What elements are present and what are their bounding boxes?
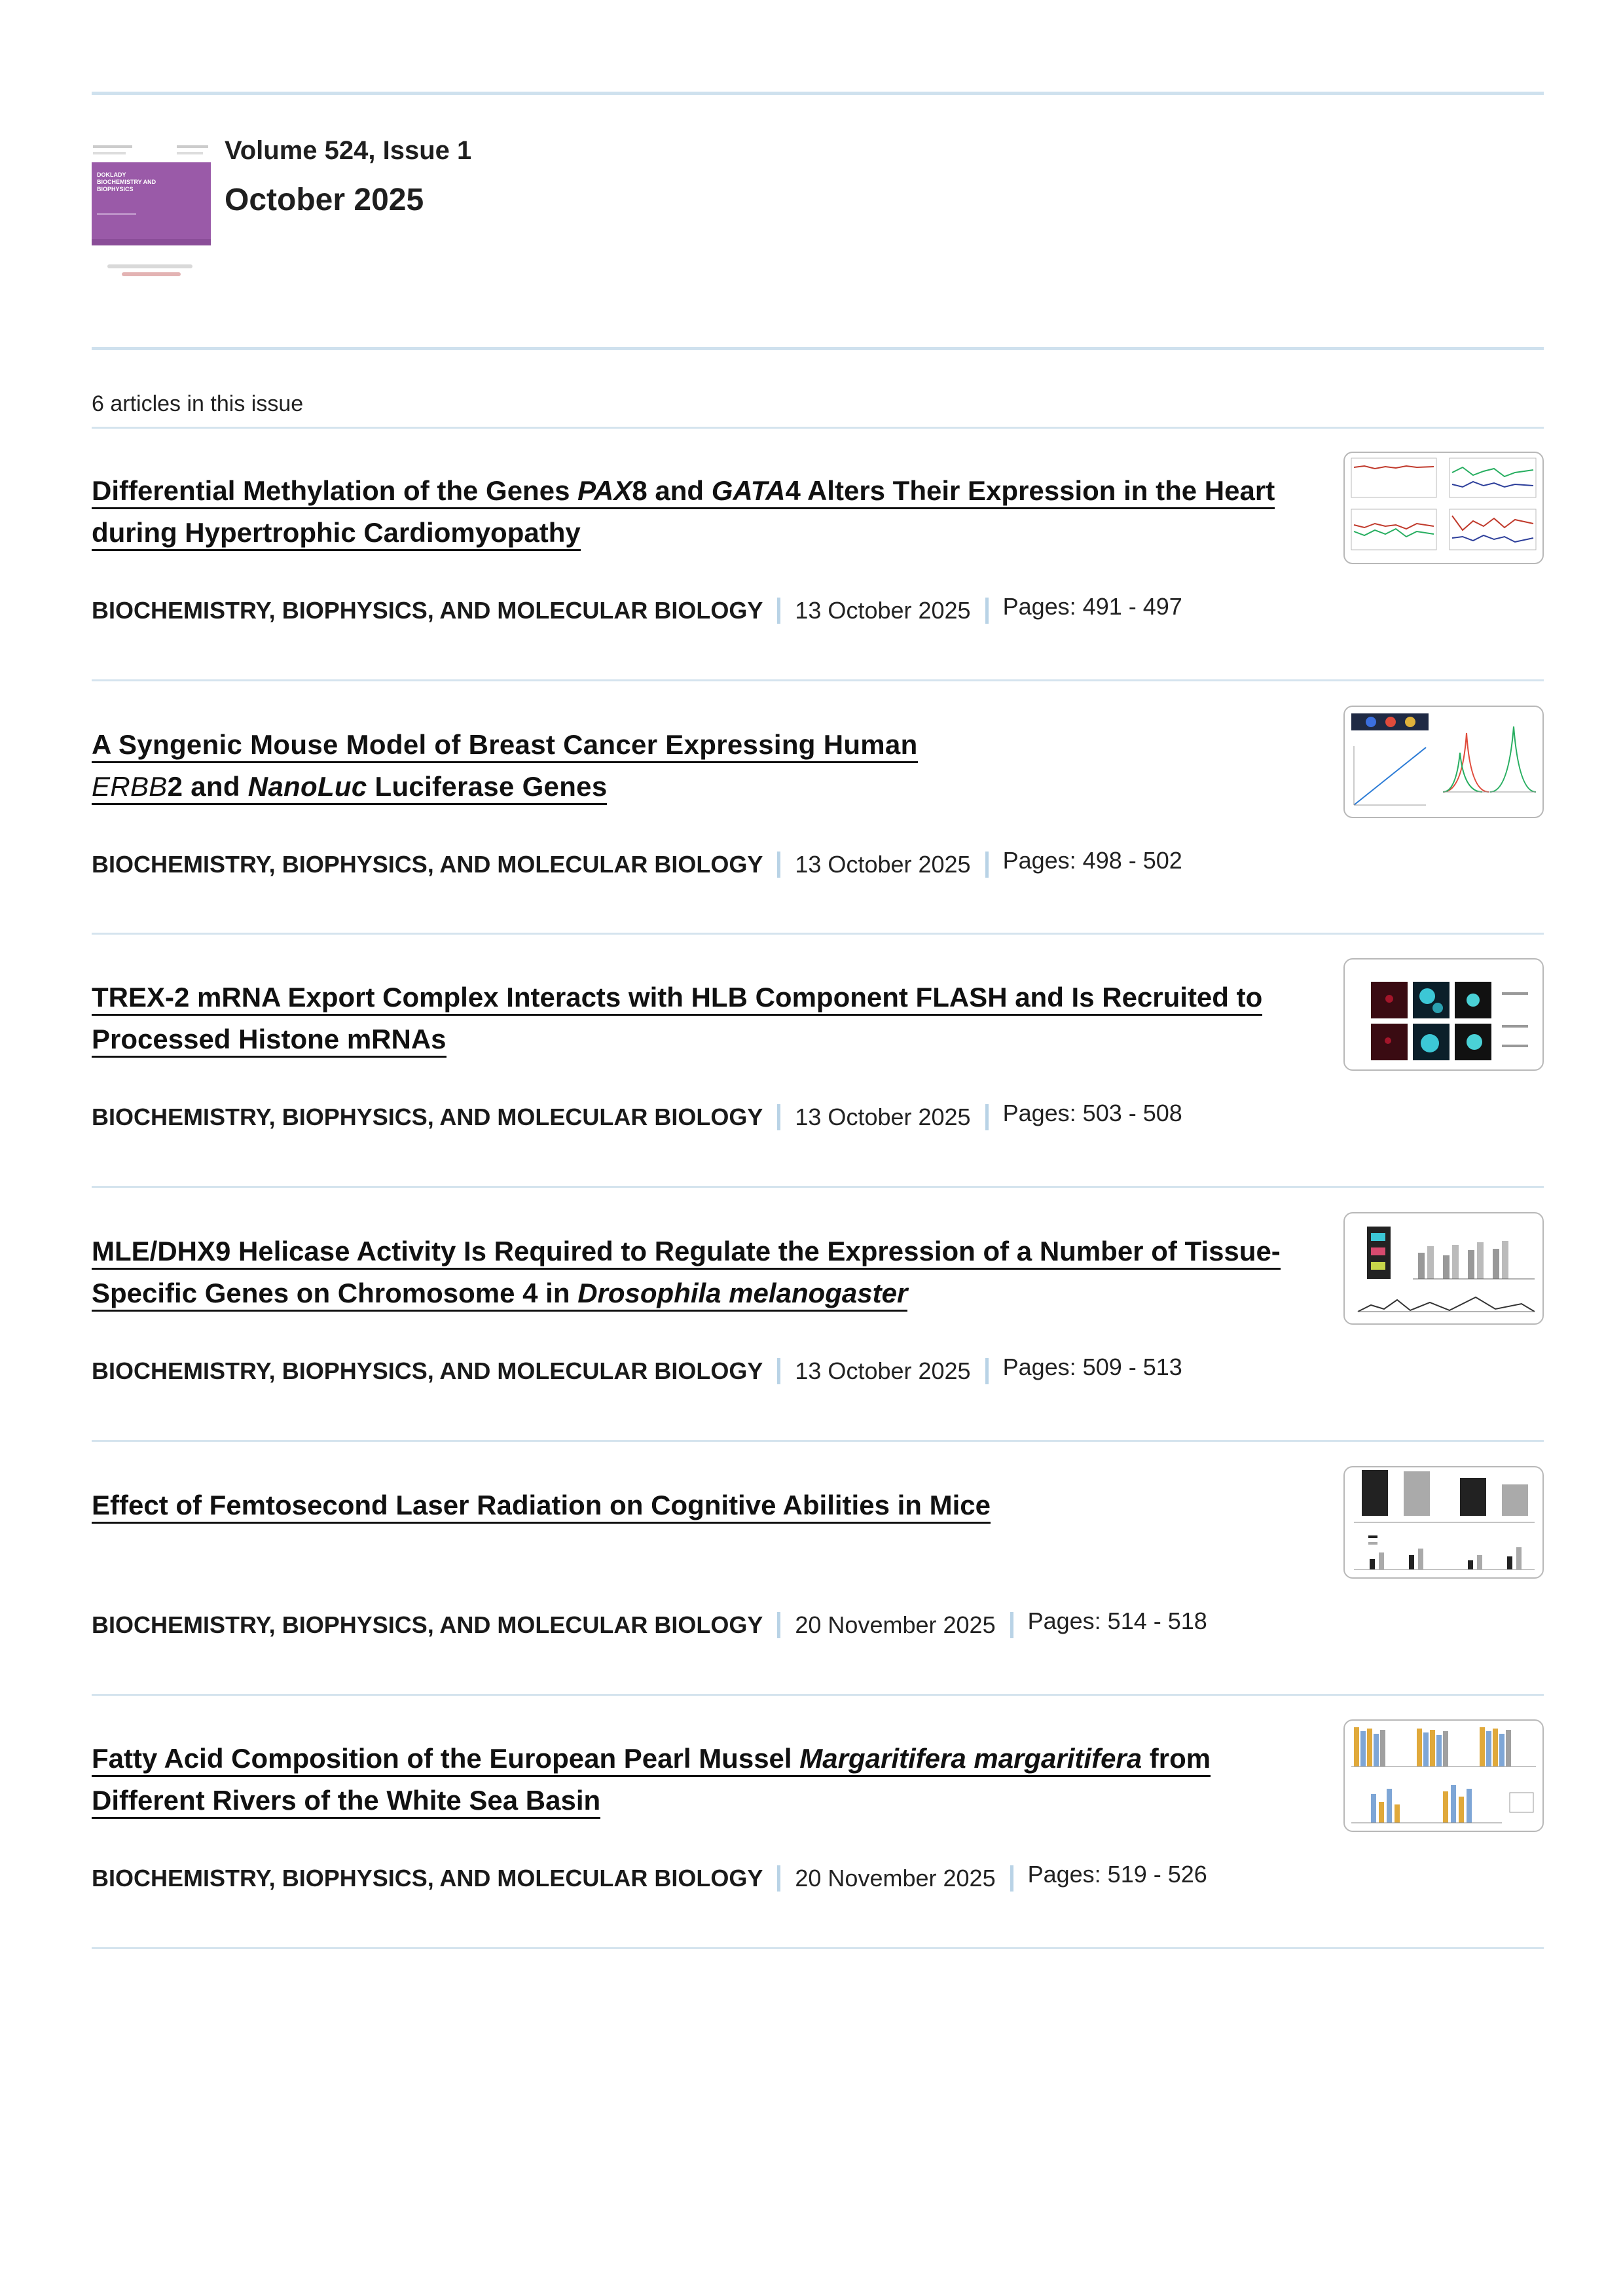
article-pages: Pages: 514 - 518 — [1027, 1607, 1207, 1634]
meta-separator — [985, 1104, 989, 1130]
title-species: Drosophila melanogaster — [577, 1278, 908, 1308]
cover-panel — [92, 162, 211, 245]
title-segment: Differential Methylation of the Genes — [92, 475, 578, 506]
article-item — [92, 1484, 1544, 1738]
article-subject[interactable]: BIOCHEMISTRY, BIOPHYSICS, AND MOLECULAR BIOLOGY — [92, 1103, 763, 1130]
title-gene: GATA — [711, 475, 786, 506]
meta-separator — [985, 1358, 989, 1384]
meta-separator — [777, 1865, 780, 1892]
article-pages: Pages: 519 - 526 — [1027, 1861, 1207, 1888]
article-meta — [92, 847, 1182, 884]
article-date: 20 November 2025 — [795, 1611, 996, 1638]
article-divider — [92, 679, 1544, 681]
article-meta — [92, 1100, 1182, 1136]
article-pages: Pages: 509 - 513 — [1002, 1354, 1182, 1380]
article-divider — [92, 1440, 1544, 1442]
article-divider — [92, 1694, 1544, 1696]
title-gene: NanoLuc — [247, 771, 367, 802]
meta-separator — [777, 852, 780, 878]
title-segment: 8 and — [632, 475, 712, 506]
issue-date: October 2025 — [225, 183, 424, 217]
article-divider — [92, 1186, 1544, 1188]
article-title-text[interactable]: Effect of Femtosecond Laser Radiation on Cognitive Abilities in Mice — [92, 1490, 991, 1524]
line-plots-figure-icon[interactable] — [1343, 452, 1544, 564]
publisher-logo — [107, 263, 192, 279]
article-date: 13 October 2025 — [795, 851, 971, 878]
top-divider — [92, 92, 1544, 95]
article-date: 13 October 2025 — [795, 1357, 971, 1384]
grouped-bars-figure-icon[interactable] — [1343, 1719, 1544, 1832]
meta-separator — [985, 852, 989, 878]
article-date: 20 November 2025 — [795, 1865, 996, 1892]
meta-separator — [1010, 1612, 1013, 1638]
article-title-text[interactable] — [92, 1236, 1281, 1312]
article-meta — [92, 593, 1182, 630]
journal-cover-image[interactable] — [92, 143, 211, 287]
meta-separator — [985, 598, 989, 624]
article-count: 6 articles in this issue — [92, 391, 304, 416]
list-divider — [92, 427, 1544, 429]
article-title-link[interactable] — [92, 1738, 1322, 1821]
article-subject[interactable]: BIOCHEMISTRY, BIOPHYSICS, AND MOLECULAR BIOLOGY — [92, 597, 763, 624]
meta-separator — [777, 1104, 780, 1130]
article-item — [92, 470, 1544, 724]
article-date: 13 October 2025 — [795, 1103, 971, 1130]
article-meta — [92, 1607, 1207, 1644]
article-pages: Pages: 491 - 497 — [1002, 593, 1182, 620]
article-title-link[interactable] — [92, 977, 1336, 1060]
article-meta — [92, 1861, 1207, 1897]
meta-separator — [1010, 1865, 1013, 1892]
imaging-and-peaks-figure-icon[interactable] — [1343, 706, 1544, 818]
bar-chart-figure-icon[interactable] — [1343, 1466, 1544, 1579]
article-title-link[interactable] — [92, 470, 1322, 554]
article-subject[interactable]: BIOCHEMISTRY, BIOPHYSICS, AND MOLECULAR BIOLOGY — [92, 851, 763, 878]
title-gene: PAX — [577, 475, 632, 506]
article-item — [92, 977, 1544, 1230]
article-item — [92, 724, 1544, 978]
title-species: Margaritifera margaritifera — [799, 1743, 1142, 1774]
article-pages: Pages: 503 - 508 — [1002, 1100, 1182, 1126]
article-title-text[interactable]: TREX-2 mRNA Export Complex Interacts with HLB Component FLASH and Is Recruited to Processed Histone mRNAs — [92, 982, 1262, 1058]
title-segment: MLE/DHX9 Helicase Activity Is Required to Regulate the Expression of a Number of Tissue-Specific Genes on Chromosome 4 in — [92, 1236, 1281, 1308]
article-title-text[interactable] — [92, 729, 918, 805]
article-subject[interactable]: BIOCHEMISTRY, BIOPHYSICS, AND MOLECULAR BIOLOGY — [92, 1357, 763, 1384]
article-pages: Pages: 498 - 502 — [1002, 847, 1182, 874]
article-date: 13 October 2025 — [795, 597, 971, 624]
title-segment: Fatty Acid Composition of the European Pearl Mussel — [92, 1743, 800, 1774]
article-subject[interactable]: BIOCHEMISTRY, BIOPHYSICS, AND MOLECULAR BIOLOGY — [92, 1611, 763, 1638]
header-divider — [92, 347, 1544, 350]
article-title-link[interactable] — [92, 1230, 1322, 1314]
article-divider — [92, 933, 1544, 935]
article-subject[interactable]: BIOCHEMISTRY, BIOPHYSICS, AND MOLECULAR BIOLOGY — [92, 1865, 763, 1892]
title-segment: A Syngenic Mouse Model of Breast Cancer Expressing Human — [92, 729, 918, 760]
issue-volume: Volume 524, Issue 1 — [225, 136, 472, 165]
meta-separator — [777, 1358, 780, 1384]
article-title-text[interactable] — [92, 475, 1275, 551]
meta-separator — [777, 1612, 780, 1638]
meta-separator — [777, 598, 780, 624]
title-segment: from Different Rivers of the White Sea Basin — [92, 1743, 1211, 1816]
article-divider — [92, 1947, 1544, 1949]
title-segment: 4 Alters Their Expression in the Heart during Hypertrophic Cardiomyopathy — [92, 475, 1275, 548]
article-meta — [92, 1354, 1182, 1390]
microscopy-figure-icon[interactable] — [1343, 958, 1544, 1071]
article-title-link[interactable] — [92, 724, 1008, 808]
cover-stripe — [92, 239, 211, 245]
title-gene: ERBB — [92, 771, 168, 802]
article-title-link[interactable] — [92, 1484, 1322, 1526]
cover-title: DOKLADY BIOCHEMISTRY AND BIOPHYSICS — [97, 171, 156, 192]
article-item — [92, 1230, 1544, 1484]
cover-top-strip — [92, 143, 211, 161]
title-segment: Luciferase Genes — [367, 771, 608, 802]
article-item — [92, 1738, 1544, 1992]
article-title-text[interactable] — [92, 1743, 1211, 1819]
title-segment: 2 and — [167, 771, 248, 802]
cover-lines — [97, 213, 136, 234]
bar-chart-figure-icon[interactable] — [1343, 1212, 1544, 1325]
